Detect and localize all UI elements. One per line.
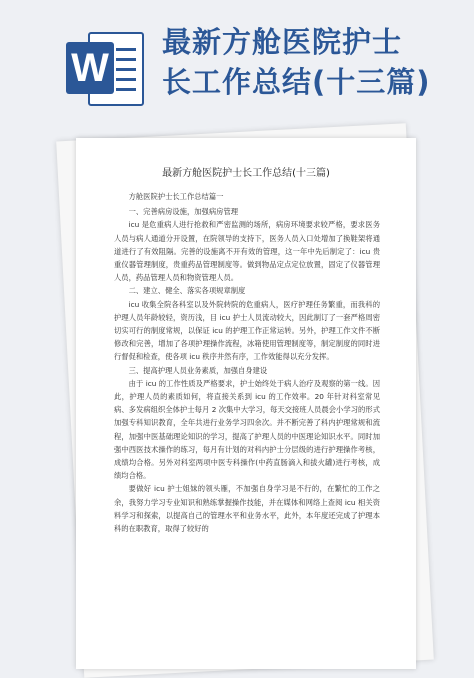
banner-title-line2: 长工作总结(十三篇) (162, 65, 431, 99)
section-subheading: 二、建立、健全、落实各项规章制度 (128, 286, 246, 296)
banner (0, 0, 474, 130)
section-heading: 方舱医院护士长工作总结篇一 (128, 192, 224, 201)
paragraph: icu 是危重病人进行抢救和严密监测的场所，病房环境要求较严格，要求医务人员与病人通道分开设置，在院领导的支持下，医务人员入口处增加了换鞋架将通道进行了有效阻隔。完善的设施离不开有效的管理，这一年中先后制定了：icu 贵重仪器管理制度，贵重药品管理制度等。做到物品定点定位放置，固定了仪器管理人员，药品管理人员和物资管理人员。 (114, 220, 380, 283)
banner-title (162, 22, 462, 102)
paragraph: 由于 icu 的工作性质及严格要求，护士始终处于病人治疗及观察的第一线。因此，护理人员的素质如何，将直接关系到 icu 的工作效率。20 年针对科室常见病、多发病组织全体护士每月 2 次集中大学习，每天交接班人员晨会小学习的形式加强专科知识教育，全年共进行业务学习四余次。并不断完善了科内护理常规和流程，加强中医基础理论知识的学习，提高了护理人员的中医理论知识水平。同时加强中西医技术操作的练习，每月有计划的对科内护士分层级的进行护理操作考核，成绩均合格。另外对科室两项中医专科操作(中药直肠滴入和拔火罐)进行考核，成绩均合格。 (114, 378, 380, 481)
banner-title-line1: 最新方舱医院护士 (162, 25, 403, 59)
section-subheading: 一、完善病房设施，加强病房管理 (128, 207, 239, 217)
document-title: 最新方舱医院护士长工作总结(十三篇) (162, 168, 330, 179)
paragraph: 要做好 icu 护士姐妹的领头雁，不加强自身学习是不行的，在繁忙的工作之余，我努力学习专业知识和熟练掌握操作技能，并在媒体和网络上查阅 icu 相关资料学习和探索，以提高自己的管理水平和业务水平，此外，本年度还完成了护理本科的在职教育，取得了较好的 (114, 484, 380, 534)
word-document-icon (66, 28, 144, 106)
paragraph: icu 收集全院各科室以及外院转院的危重病人，医疗护理任务繁重，而我科的护理人员年龄较轻，资历浅，目 icu 护士人员流动较大，因此制订了一套严格周密切实可行的制度常规，以保证 icu 的护理工作正常运转。另外，护理工作文件不断修改和完善，增加了各项护理操作流程，冰箱使用管理制度等，制定制度的同时进行督促和检查，使各项 icu 秩序井然有序，工作效能得以充分发挥。 (114, 299, 380, 362)
section-subheading: 三、提高护理人员业务素质，加强自身建设 (128, 365, 268, 375)
document-body (114, 190, 380, 535)
document-page (76, 138, 416, 669)
word-badge: W (66, 42, 114, 94)
